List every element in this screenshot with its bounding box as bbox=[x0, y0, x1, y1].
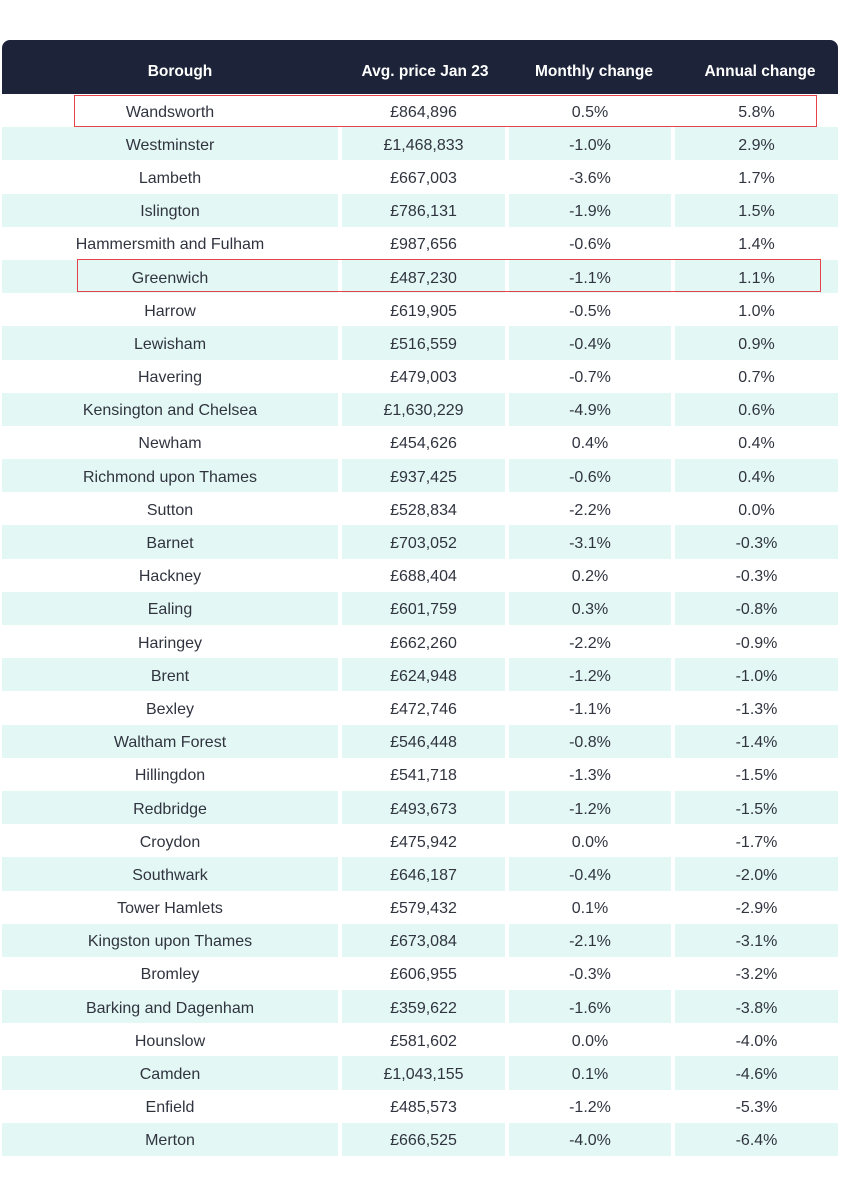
borough-cell: Hounslow bbox=[134, 1032, 206, 1050]
table-row bbox=[2, 426, 838, 459]
price-cell: £601,759 bbox=[342, 592, 505, 625]
borough-price-table bbox=[2, 40, 838, 1156]
table-row bbox=[2, 957, 838, 990]
table-row bbox=[2, 559, 838, 592]
price-cell: £864,896 bbox=[390, 103, 457, 121]
monthly-change-cell: -1.2% bbox=[509, 791, 671, 824]
borough-cell: Brent bbox=[2, 658, 338, 691]
table-body bbox=[2, 94, 838, 1156]
annual-change-cell: -1.7% bbox=[735, 833, 778, 851]
table-row bbox=[2, 492, 838, 525]
borough-cell: Richmond upon Thames bbox=[2, 459, 338, 492]
annual-change-cell: 0.4% bbox=[738, 435, 775, 453]
monthly-change-cell: -2.1% bbox=[509, 924, 671, 957]
borough-cell: Havering bbox=[137, 369, 203, 387]
annual-change-cell: -1.5% bbox=[675, 791, 838, 824]
annual-change-cell: -3.8% bbox=[675, 990, 838, 1023]
price-cell: £1,630,229 bbox=[342, 393, 505, 426]
price-cell: £667,003 bbox=[390, 169, 457, 187]
table-row bbox=[2, 758, 838, 791]
price-cell: £479,003 bbox=[390, 369, 457, 387]
annual-change-cell: -4.0% bbox=[735, 1032, 778, 1050]
annual-change-cell: -5.3% bbox=[735, 1099, 778, 1117]
table-row bbox=[2, 691, 838, 724]
monthly-change-cell: -0.4% bbox=[509, 326, 671, 359]
borough-cell: Bexley bbox=[145, 700, 195, 718]
price-cell: £1,043,155 bbox=[342, 1056, 505, 1089]
borough-cell: Sutton bbox=[146, 501, 194, 519]
annual-change-cell: -1.3% bbox=[735, 700, 778, 718]
annual-change-cell: -4.6% bbox=[675, 1056, 838, 1089]
monthly-change-cell: -0.5% bbox=[569, 302, 611, 320]
price-cell: £493,673 bbox=[342, 791, 505, 824]
price-cell: £688,404 bbox=[390, 568, 457, 586]
table-row bbox=[2, 891, 838, 924]
annual-change-cell: -1.5% bbox=[735, 767, 778, 785]
borough-cell: Wandsworth bbox=[125, 103, 215, 121]
monthly-change-cell: 0.0% bbox=[571, 833, 609, 851]
table-row bbox=[2, 459, 838, 492]
annual-change-cell: 1.4% bbox=[738, 236, 775, 254]
annual-change-cell: 5.8% bbox=[738, 103, 775, 121]
price-cell: £485,573 bbox=[390, 1099, 457, 1117]
annual-change-cell: -2.0% bbox=[675, 857, 838, 890]
monthly-change-cell: 0.1% bbox=[571, 900, 609, 918]
price-cell: £546,448 bbox=[342, 725, 505, 758]
borough-cell: Bromley bbox=[140, 966, 200, 984]
price-cell: £1,468,833 bbox=[342, 127, 505, 160]
table-row bbox=[2, 592, 838, 625]
price-cell: £666,525 bbox=[342, 1123, 505, 1156]
table-row bbox=[2, 1056, 838, 1089]
borough-cell: Waltham Forest bbox=[2, 725, 338, 758]
borough-cell: Kingston upon Thames bbox=[2, 924, 338, 957]
table-row bbox=[2, 127, 838, 160]
monthly-change-cell: -0.8% bbox=[509, 725, 671, 758]
annual-change-cell: 0.7% bbox=[738, 369, 775, 387]
borough-cell: Merton bbox=[2, 1123, 338, 1156]
borough-cell: Tower Hamlets bbox=[117, 900, 223, 918]
table-row bbox=[2, 194, 838, 227]
borough-cell: Lambeth bbox=[138, 169, 202, 187]
monthly-change-cell: -1.2% bbox=[509, 658, 671, 691]
table-row bbox=[2, 857, 838, 890]
monthly-change-cell: 0.5% bbox=[571, 103, 609, 121]
monthly-change-cell: -0.6% bbox=[569, 236, 611, 254]
header-annual-change: Annual change bbox=[704, 63, 816, 80]
table-row bbox=[2, 990, 838, 1023]
header-avg-price: Avg. price Jan 23 bbox=[361, 63, 489, 80]
borough-cell: Southwark bbox=[2, 857, 338, 890]
price-cell: £786,131 bbox=[342, 194, 505, 227]
price-cell: £662,260 bbox=[390, 634, 457, 652]
monthly-change-cell: -0.4% bbox=[509, 857, 671, 890]
annual-change-cell: 0.0% bbox=[738, 501, 775, 519]
price-cell: £359,622 bbox=[342, 990, 505, 1023]
borough-cell: Barking and Dagenham bbox=[2, 990, 338, 1023]
monthly-change-cell: -3.1% bbox=[509, 525, 671, 558]
price-cell: £528,834 bbox=[390, 501, 457, 519]
annual-change-cell: -0.9% bbox=[735, 634, 778, 652]
table-row bbox=[2, 260, 838, 293]
price-cell: £703,052 bbox=[342, 525, 505, 558]
annual-change-cell: 0.6% bbox=[675, 393, 838, 426]
table-row bbox=[2, 94, 838, 127]
monthly-change-cell: -1.0% bbox=[509, 127, 671, 160]
monthly-change-cell: -3.6% bbox=[569, 169, 611, 187]
annual-change-cell: -6.4% bbox=[675, 1123, 838, 1156]
table-row bbox=[2, 160, 838, 193]
borough-cell: Kensington and Chelsea bbox=[2, 393, 338, 426]
annual-change-cell: -0.3% bbox=[675, 525, 838, 558]
borough-cell: Hackney bbox=[138, 568, 202, 586]
price-cell: £487,230 bbox=[342, 260, 505, 293]
price-cell: £619,905 bbox=[390, 302, 457, 320]
header-monthly-change: Monthly change bbox=[535, 63, 653, 80]
price-cell: £472,746 bbox=[390, 700, 457, 718]
table-row bbox=[2, 791, 838, 824]
table-row bbox=[2, 326, 838, 359]
price-cell: £475,942 bbox=[390, 833, 457, 851]
borough-cell: Enfield bbox=[145, 1099, 195, 1117]
annual-change-cell: 1.5% bbox=[675, 194, 838, 227]
annual-change-cell: 2.9% bbox=[675, 127, 838, 160]
borough-cell: Barnet bbox=[2, 525, 338, 558]
table-row bbox=[2, 625, 838, 658]
table-row bbox=[2, 227, 838, 260]
table-row bbox=[2, 1090, 838, 1123]
price-cell: £581,602 bbox=[390, 1032, 457, 1050]
price-cell: £673,084 bbox=[342, 924, 505, 957]
price-cell: £516,559 bbox=[342, 326, 505, 359]
price-cell: £541,718 bbox=[390, 767, 457, 785]
monthly-change-cell: -1.1% bbox=[509, 260, 671, 293]
table-row bbox=[2, 1023, 838, 1056]
table-row bbox=[2, 924, 838, 957]
borough-cell: Lewisham bbox=[2, 326, 338, 359]
annual-change-cell: -1.4% bbox=[675, 725, 838, 758]
monthly-change-cell: -1.6% bbox=[509, 990, 671, 1023]
annual-change-cell: 1.7% bbox=[738, 169, 775, 187]
monthly-change-cell: 0.4% bbox=[571, 435, 609, 453]
price-cell: £579,432 bbox=[390, 900, 457, 918]
monthly-change-cell: -1.2% bbox=[569, 1099, 611, 1117]
annual-change-cell: -2.9% bbox=[735, 900, 778, 918]
borough-cell: Westminster bbox=[2, 127, 338, 160]
monthly-change-cell: -0.3% bbox=[569, 966, 611, 984]
header-borough: Borough bbox=[147, 63, 213, 80]
annual-change-cell: -0.8% bbox=[675, 592, 838, 625]
monthly-change-cell: -1.9% bbox=[509, 194, 671, 227]
monthly-change-cell: 0.0% bbox=[571, 1032, 609, 1050]
monthly-change-cell: -4.9% bbox=[509, 393, 671, 426]
table-row bbox=[2, 658, 838, 691]
table-header bbox=[2, 40, 838, 94]
borough-cell: Harrow bbox=[144, 302, 196, 320]
annual-change-cell: -3.1% bbox=[675, 924, 838, 957]
table-row bbox=[2, 360, 838, 393]
annual-change-cell: 0.9% bbox=[675, 326, 838, 359]
borough-cell: Ealing bbox=[2, 592, 338, 625]
table-row bbox=[2, 393, 838, 426]
monthly-change-cell: -0.7% bbox=[569, 369, 611, 387]
monthly-change-cell: -1.3% bbox=[569, 767, 611, 785]
table-row bbox=[2, 725, 838, 758]
price-cell: £606,955 bbox=[390, 966, 457, 984]
monthly-change-cell: 0.1% bbox=[509, 1056, 671, 1089]
monthly-change-cell: -1.1% bbox=[569, 700, 611, 718]
borough-cell: Redbridge bbox=[2, 791, 338, 824]
borough-cell: Greenwich bbox=[2, 260, 338, 293]
annual-change-cell: 1.1% bbox=[675, 260, 838, 293]
monthly-change-cell: -0.6% bbox=[509, 459, 671, 492]
borough-cell: Haringey bbox=[137, 634, 203, 652]
borough-cell: Camden bbox=[2, 1056, 338, 1089]
annual-change-cell: -3.2% bbox=[735, 966, 778, 984]
price-cell: £937,425 bbox=[342, 459, 505, 492]
table-row bbox=[2, 525, 838, 558]
monthly-change-cell: -2.2% bbox=[569, 501, 611, 519]
borough-cell: Croydon bbox=[139, 833, 201, 851]
price-cell: £624,948 bbox=[342, 658, 505, 691]
borough-cell: Hammersmith and Fulham bbox=[75, 236, 265, 254]
borough-cell: Islington bbox=[2, 194, 338, 227]
annual-change-cell: 1.0% bbox=[738, 302, 775, 320]
price-cell: £454,626 bbox=[390, 435, 457, 453]
annual-change-cell: 0.4% bbox=[675, 459, 838, 492]
price-cell: £646,187 bbox=[342, 857, 505, 890]
price-cell: £987,656 bbox=[390, 236, 457, 254]
monthly-change-cell: -2.2% bbox=[569, 634, 611, 652]
monthly-change-cell: 0.2% bbox=[571, 568, 609, 586]
borough-cell: Newham bbox=[138, 435, 202, 453]
monthly-change-cell: 0.3% bbox=[509, 592, 671, 625]
annual-change-cell: -0.3% bbox=[735, 568, 778, 586]
annual-change-cell: -1.0% bbox=[675, 658, 838, 691]
table-row bbox=[2, 824, 838, 857]
table-row bbox=[2, 1123, 838, 1156]
borough-cell: Hillingdon bbox=[134, 767, 206, 785]
table-row bbox=[2, 293, 838, 326]
monthly-change-cell: -4.0% bbox=[509, 1123, 671, 1156]
